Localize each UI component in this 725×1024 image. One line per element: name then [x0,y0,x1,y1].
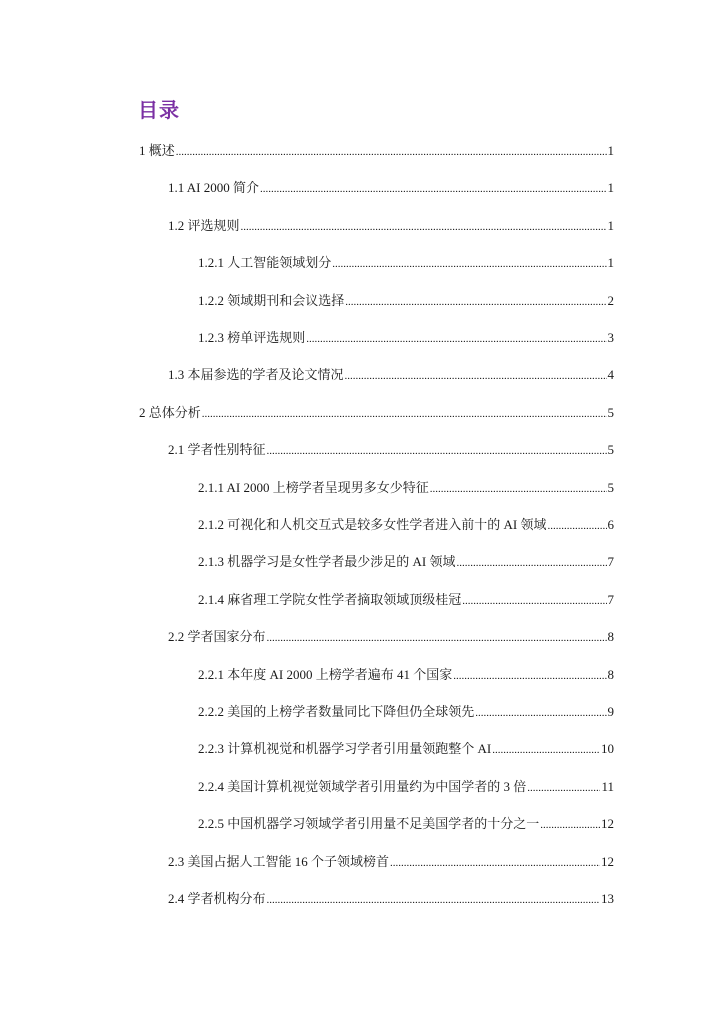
toc-entry[interactable] [168,851,614,873]
toc-page-number: 5 [607,479,614,495]
toc-page-number: 11 [601,778,614,794]
toc-entry[interactable] [168,364,614,386]
toc-entry[interactable] [168,626,614,648]
toc-entry-title: 2.1.2 可视化和人机交互式是较多女性学者进入前十的 AI 领域 [198,517,547,532]
toc-entry[interactable] [198,589,614,611]
toc-entry[interactable] [139,140,614,162]
toc-entry[interactable] [198,701,614,723]
toc-entry-title: 2.2.5 中国机器学习领域学者引用量不足美国学者的十分之一 [198,816,540,832]
toc-leader-dots [453,665,606,687]
toc-leader-dots [492,739,600,761]
toc-entry[interactable] [198,738,614,760]
toc-entry-title: 2.2.2 美国的上榜学者数量同比下降但仍全球领先 [198,704,475,719]
toc-entry[interactable] [198,664,614,686]
toc-entry[interactable] [198,252,614,274]
toc-entry-title: 2 总体分析 [139,404,201,420]
toc-page-number: 1 [607,143,614,158]
toc-leader-dots [176,141,607,163]
toc-page-number: 8 [607,629,614,645]
toc-page-number: 1 [607,180,614,196]
toc-entry[interactable] [139,402,614,424]
toc-entry-title: 1.2 评选规则 [168,217,240,233]
toc-entry-title: 2.4 学者机构分布 [168,891,266,906]
toc-leader-dots [462,590,606,612]
toc-entry-title: 2.1.4 麻省理工学院女性学者摘取领域顶级桂冠 [198,591,462,607]
toc-page-number: 9 [607,704,614,719]
toc-entry[interactable] [198,327,614,349]
toc-page-number: 5 [607,404,614,420]
toc-leader-dots [267,627,607,649]
toc-page-number: 8 [607,666,614,682]
toc-entry-title: 1.2.3 榜单评选规则 [198,330,306,345]
toc-entry[interactable] [168,888,614,910]
toc-entry[interactable] [168,177,614,199]
toc-leader-dots [475,702,606,724]
toc-entry-title: 2.1.3 机器学习是女性学者最少涉足的 AI 领域 [198,554,456,570]
toc-page-number: 12 [601,816,614,832]
toc-title: 目录 [138,98,180,122]
toc-leader-dots [345,291,606,313]
toc-leader-dots [547,515,606,537]
toc-entry[interactable] [198,813,614,835]
toc-entry-title: 1.1 AI 2000 简介 [168,180,260,196]
toc-entry[interactable] [198,776,614,798]
toc-page-number: 1 [607,217,614,233]
toc-leader-dots [540,814,600,836]
toc-page-number: 12 [601,853,614,869]
toc-leader-dots [527,777,600,799]
toc-entry[interactable] [198,477,614,499]
toc-leader-dots [390,852,600,874]
toc-entry[interactable] [168,439,614,461]
toc-page-number: 10 [601,741,614,757]
toc-entry[interactable] [198,514,614,536]
toc-entry-title: 2.2.3 计算机视觉和机器学习学者引用量领跑整个 AI [198,741,492,757]
toc-entry-title: 2.1 学者性别特征 [168,442,266,458]
toc-entry-title: 1.3 本届参选的学者及论文情况 [168,367,344,383]
toc-page-number: 7 [607,591,614,607]
toc-entry-title: 1.2.1 人工智能领域划分 [198,255,332,271]
toc-entry-title: 2.1.1 AI 2000 上榜学者呈现男多女少特征 [198,479,429,495]
toc-page-number: 1 [607,255,614,271]
toc-leader-dots [241,216,607,238]
toc-entry[interactable] [198,290,614,312]
toc-leader-dots [345,365,607,387]
toc-leader-dots [260,178,606,200]
toc-entry-title: 2.2 学者国家分布 [168,629,266,645]
toc-page-number: 13 [601,891,614,906]
toc-page-number: 7 [607,554,614,570]
toc-page-number: 4 [607,367,614,383]
toc-entry-title: 2.2.1 本年度 AI 2000 上榜学者遍布 41 个国家 [198,666,453,682]
toc-leader-dots [267,889,600,911]
toc-page-number: 5 [607,442,614,458]
toc-page-number: 2 [607,292,614,308]
toc-entry-title: 1.2.2 领域期刊和会议选择 [198,292,345,308]
toc-entry-title: 2.2.4 美国计算机视觉领域学者引用量约为中国学者的 3 倍 [198,778,527,794]
toc-leader-dots [306,328,606,350]
toc-leader-dots [456,552,606,574]
toc-entry[interactable] [198,551,614,573]
toc-page-number: 6 [607,517,614,532]
toc-entry-title: 1 概述 [139,143,175,158]
toc-entry[interactable] [168,215,614,237]
toc-leader-dots [202,403,607,425]
toc-leader-dots [267,440,607,462]
toc-page-number: 3 [607,330,614,345]
toc-leader-dots [430,478,607,500]
toc-entry-title: 2.3 美国占据人工智能 16 个子领域榜首 [168,853,390,869]
toc-leader-dots [332,253,606,275]
